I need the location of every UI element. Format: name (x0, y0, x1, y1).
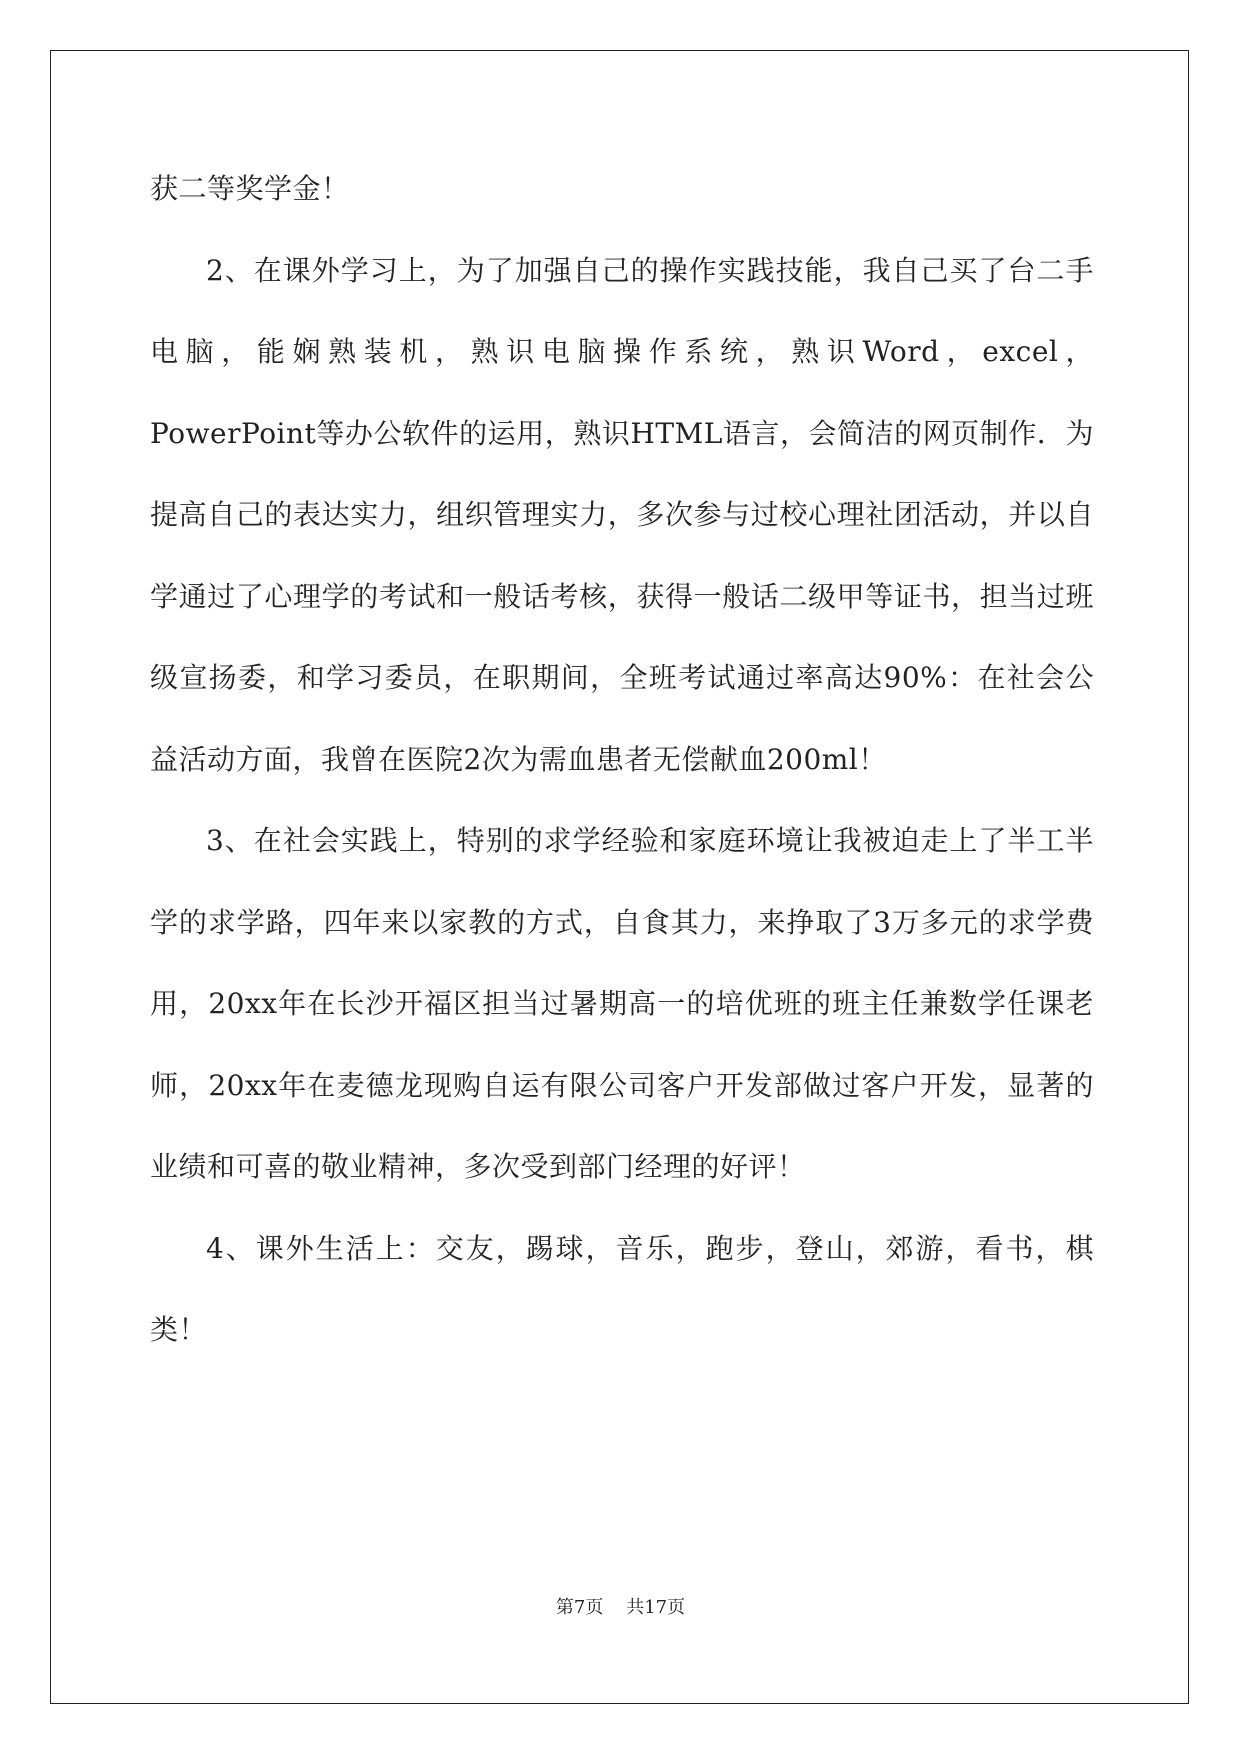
document-body (150, 148, 1094, 1371)
current-page-number: 第7页 (555, 1597, 604, 1618)
page-footer (0, 1593, 1241, 1619)
paragraph-award-continuation: 获二等奖学金！ (150, 172, 350, 205)
total-page-count: 共17页 (626, 1597, 686, 1618)
paragraph-extracurricular-life: 4、课外生活上：交友，踢球，音乐，跑步，登山，郊游，看书，棋类！ (150, 1231, 1094, 1346)
paragraph-social-practice: 3、在社会实践上，特别的求学经验和家庭环境让我被迫走上了半工半学的求学路，四年来以家教的方式，自食其力，来挣取了3万多元的求学费用，20xx年在长沙开福区担当过暑期高一的培优班的班主任兼数学任课老师，20xx年在麦德龙现购自运有限公司客户开发部做过客户开发，显著的业绩和可喜的敬业精神，多次受到部门经理的好评！ (150, 824, 1094, 1183)
paragraph-extracurricular-study: 2、在课外学习上，为了加强自己的操作实践技能，我自己买了台二手电脑，能娴熟装机，熟识电脑操作系统，熟识Word，excel，PowerPoint等办公软件的运用，熟识HTML语言，会简洁的网页制作．为提高自己的表达实力，组织管理实力，多次参与过校心理社团活动，并以自学通过了心理学的考试和一般话考核，获得一般话二级甲等证书，担当过班级宣扬委，和学习委员，在职期间，全班考试通过率高达90%：在社会公益活动方面，我曾在医院2次为需血患者无偿献血200ml！ (150, 253, 1094, 776)
